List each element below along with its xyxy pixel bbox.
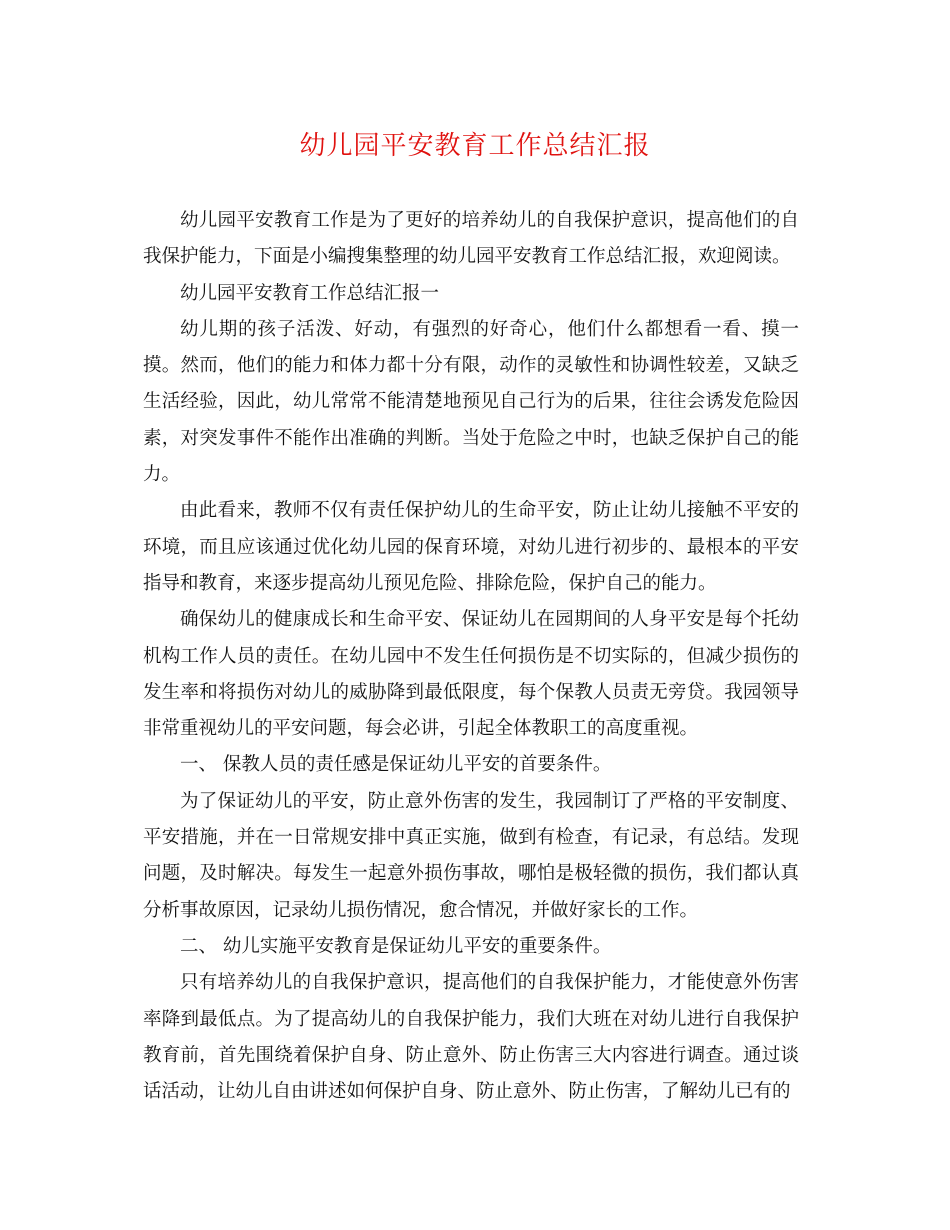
paragraph: 只有培养幼儿的自我保护意识，提高他们的自我保护能力，才能使意外伤害率降到最低点。为了提高幼儿的自我保护能力，我们大班在对幼儿进行自我保护教育前，首先围绕着保护自身、防止意外、防止伤害三大内容进行调查。通过谈话活动，让幼儿自由讲述如何保护自身、防止意外、防止伤害，了解幼儿已有的 xyxy=(143,972,799,1103)
paragraph: 幼儿期的孩子活泼、好动，有强烈的好奇心，他们什么都想看一看、摸一摸。然而，他们的能力和体力都十分有限，动作的灵敏性和协调性较差，又缺乏生活经验，因此，幼儿常常不能清楚地预见自己行为的后果，往往会诱发危险因素，对突发事件不能作出准确的判断。当处于危险之中时，也缺乏保护自己的能力。 xyxy=(143,318,799,486)
paragraph: 为了保证幼儿的平安，防止意外伤害的发生，我园制订了严格的平安制度、平安措施，并在一日常规安排中真正实施，做到有检查，有记录，有总结。发现问题，及时解决。每发生一起意外损伤事故，哪怕是极轻微的损伤，我们都认真分析事故原因，记录幼儿损伤情况，愈合情况，并做好家长的工作。 xyxy=(143,790,799,921)
section-heading-1: 幼儿园平安教育工作总结汇报一 xyxy=(180,282,440,304)
paragraph: 确保幼儿的健康成长和生命平安、保证幼儿在园期间的人身平安是每个托幼机构工作人员的责任。在幼儿园中不发生任何损伤是不切实际的，但减少损伤的发生率和将损伤对幼儿的威胁降到最低限度，每个保教人员责无旁贷。我园领导非常重视幼儿的平安问题，每会必讲，引起全体教职工的高度重视。 xyxy=(143,609,799,740)
numbered-heading-2: 二、 幼儿实施平安教育是保证幼儿平安的重要条件。 xyxy=(180,935,612,957)
numbered-heading-1: 一、 保教人员的责任感是保证幼儿平安的首要条件。 xyxy=(180,754,612,776)
document-title: 幼儿园平安教育工作总结汇报 xyxy=(299,131,651,161)
paragraph: 由此看来，教师不仅有责任保护幼儿的生命平安，防止让幼儿接触不平安的环境，而且应该通过优化幼儿园的保育环境，对幼儿进行初步的、最根本的平安指导和教育，来逐步提高幼儿预见危险、排除危险，保护自己的能力。 xyxy=(143,500,799,594)
document-body xyxy=(143,203,799,1110)
paragraph-intro: 幼儿园平安教育工作是为了更好的培养幼儿的自我保护意识，提高他们的自我保护能力，下面是小编搜集整理的幼儿园平安教育工作总结汇报，欢迎阅读。 xyxy=(143,210,799,268)
